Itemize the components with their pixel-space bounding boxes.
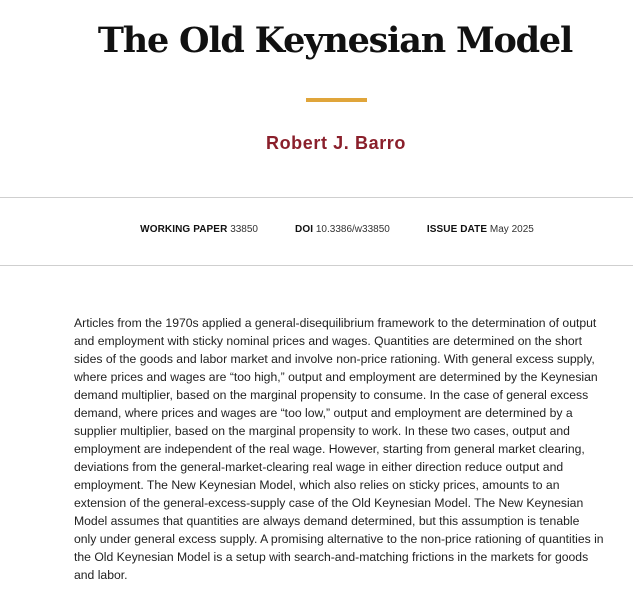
author-name[interactable]: Robert J. Barro bbox=[265, 133, 407, 153]
metadata-row bbox=[0, 223, 633, 237]
metadata-bar bbox=[0, 197, 633, 266]
doi-meta bbox=[295, 223, 390, 237]
doi-label: DOI bbox=[295, 224, 314, 235]
accent-divider bbox=[306, 98, 367, 102]
working-paper-number: 33850 bbox=[230, 224, 258, 235]
issue-date-meta bbox=[427, 223, 534, 237]
working-paper-meta bbox=[140, 223, 258, 237]
abstract-text: Articles from the 1970s applied a general-disequilibrium framework to the determination of output and employment with sticky nominal prices and wages. Quantities are determined on the short sides of the goods and labor market and involve non-price rationing. With general excess supply, where prices and wages are “too high,” output and employment are determined by the Keynesian demand multiplier, based on the marginal propensity to consume. In the case of general excess demand, where prices and wages are “too low,” output and employment are determined by a supplier multiplier, based on the marginal propensity to work. In these two cases, output and employment are independent of the real wage. However, starting from general market clearing, deviations from the general-market-clearing real wage in either direction reduce output and employment. The New Keynesian Model, which also relies on sticky prices, amounts to an extension of the general-excess-supply case of the Old Keynesian Model. The New Keynesian Model assumes that quantities are always demand determined, but this assumption is tenable only under general excess supply. A promising alternative to the non-price rationing of quantities in the Old Keynesian Model is a setup with search-and-matching frictions in the markets for goods and labor. bbox=[74, 316, 604, 582]
doi-value[interactable]: 10.3386/w33850 bbox=[315, 224, 390, 235]
issue-date-value: May 2025 bbox=[489, 224, 534, 235]
page-title: The Old Keynesian Model bbox=[97, 20, 573, 61]
issue-date-label: ISSUE DATE bbox=[426, 224, 488, 235]
working-paper-label: WORKING PAPER bbox=[140, 224, 228, 235]
